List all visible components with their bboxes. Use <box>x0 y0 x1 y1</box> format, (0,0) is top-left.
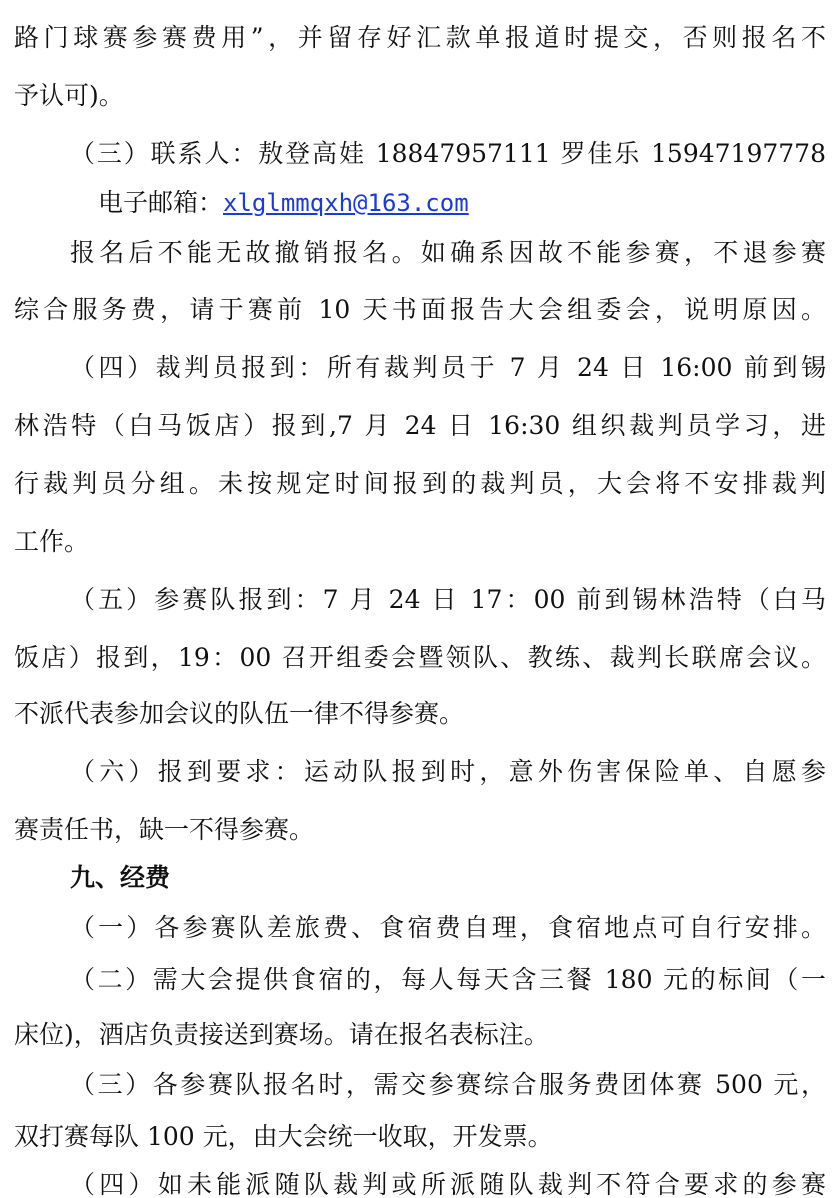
text-line: 赛责任书，缺一不得参赛。 <box>14 815 315 844</box>
text-line: 行裁判员分组。未按规定时间报到的裁判员，大会将不安排裁判 <box>14 469 826 498</box>
text-line: 林浩特（白马饭店）报到,7 月 24 日 16:30 组织裁判员学习，进 <box>14 411 826 440</box>
text-line: 床位)，酒店负责接送到赛场。请在报名表标注。 <box>14 1020 549 1049</box>
text-line: （四）裁判员报到：所有裁判员于 7 月 24 日 16:00 前到锡 <box>70 353 826 382</box>
text-line: （二）需大会提供食宿的，每人每天含三餐 180 元的标间（一 <box>70 965 826 994</box>
email-label: 电子邮箱： <box>98 188 224 217</box>
contact-line: （三）联系人：敖登高娃 18847957111 罗佳乐 15947197778 <box>70 139 826 168</box>
text-line: 饭店）报到，19：00 召开组委会暨领队、教练、裁判长联席会议。 <box>14 643 826 672</box>
section-heading: 九、经费 <box>70 863 171 892</box>
text-line: （五）参赛队报到：7 月 24 日 17：00 前到锡林浩特（白马 <box>70 585 826 614</box>
text-line: 综合服务费，请于赛前 10 天书面报告大会组委会，说明原因。 <box>14 295 826 324</box>
text-line: （六）报到要求：运动队报到时，意外伤害保险单、自愿参 <box>70 757 826 786</box>
text-line: 报名后不能无故撤销报名。如确系因故不能参赛，不退参赛 <box>70 238 826 267</box>
text-line: 予认可)。 <box>14 81 124 110</box>
email-line <box>98 186 826 220</box>
text-line: （四）如未能派随队裁判或所派随队裁判不符合要求的参赛 <box>70 1170 826 1198</box>
text-line: 不派代表参加会议的队伍一律不得参赛。 <box>14 699 465 728</box>
text-line: 工作。 <box>14 527 90 556</box>
email-link[interactable]: xlglmmqxh@163.com <box>223 189 469 217</box>
text-line: （三）各参赛队报名时，需交参赛综合服务费团体赛 500 元， <box>70 1070 826 1099</box>
text-line: 双打赛每队 100 元，由大会统一收取，开发票。 <box>14 1122 553 1151</box>
text-line: 路门球赛参赛费用”，并留存好汇款单报道时提交，否则报名不 <box>14 23 826 52</box>
text-line: （一）各参赛队差旅费、食宿费自理，食宿地点可自行安排。 <box>70 913 826 942</box>
